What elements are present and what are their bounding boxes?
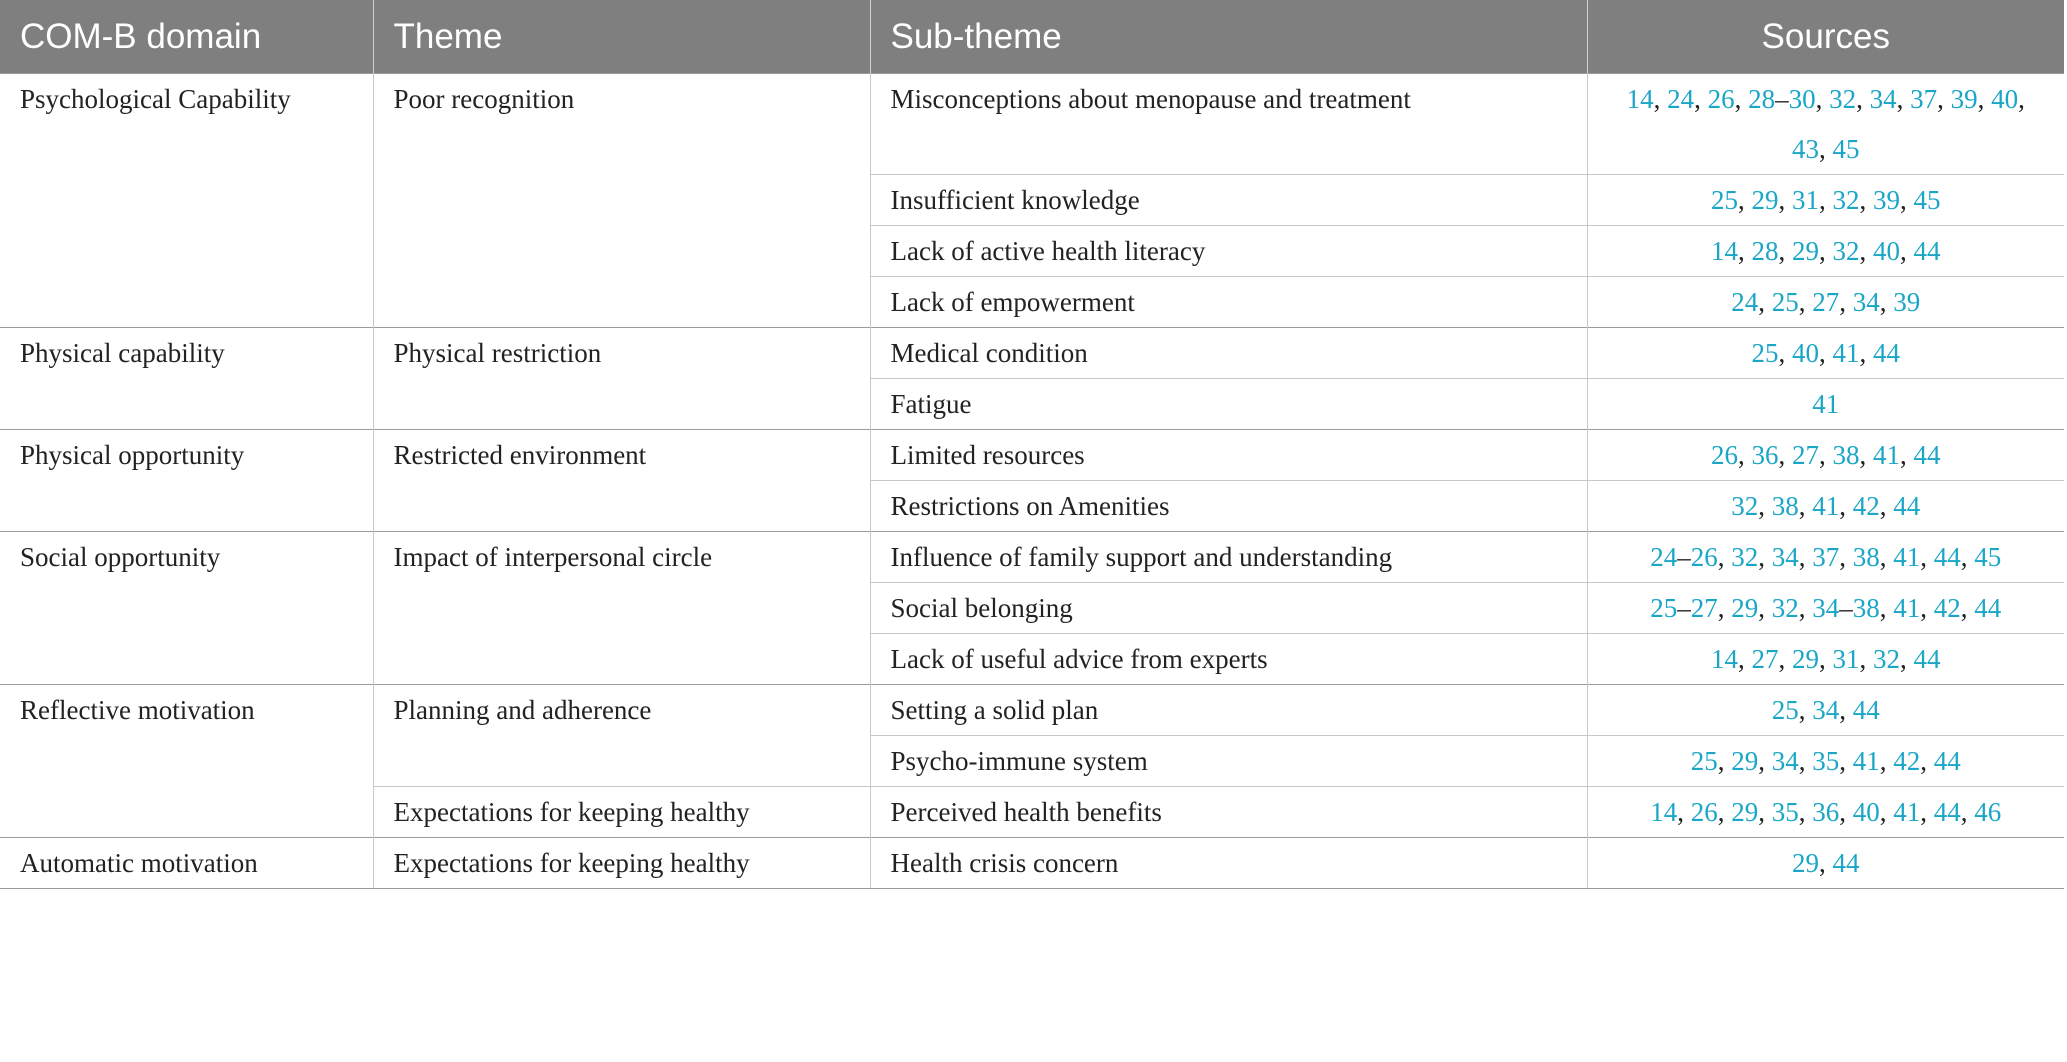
citation-link[interactable]: 14 [1711, 236, 1738, 266]
citation-separator: , [1758, 593, 1772, 623]
citation-separator: , [1798, 746, 1813, 776]
citation-link[interactable]: 34 [1852, 287, 1880, 317]
citation-separator: , [1758, 797, 1772, 827]
sub-theme-cell: Medical condition [870, 328, 1587, 379]
citation-link[interactable]: 24 [1667, 84, 1695, 114]
table-body [0, 74, 2064, 889]
citation-separator: , [1734, 84, 1749, 114]
citation-link[interactable]: 44 [1933, 746, 1961, 776]
theme-cell: Expectations for keeping healthy [373, 838, 870, 889]
citation-separator: , [1819, 236, 1833, 266]
citation-link[interactable]: 14 [1711, 644, 1738, 674]
citation-separator: , [1819, 338, 1833, 368]
citation-link[interactable]: 34 [1812, 593, 1840, 623]
citation-link[interactable]: 27 [1690, 593, 1718, 623]
citation-link[interactable]: 35 [1812, 746, 1840, 776]
citation-link[interactable]: 35 [1771, 797, 1799, 827]
citation-separator: , [1717, 542, 1732, 572]
citation-separator: , [1717, 797, 1732, 827]
citation-link[interactable]: 24 [1731, 287, 1759, 317]
sub-theme-cell: Restrictions on Amenities [870, 481, 1587, 532]
citation-separator: , [1717, 593, 1732, 623]
sub-theme-cell: Lack of useful advice from experts [870, 634, 1587, 685]
citation-separator: , [1879, 593, 1894, 623]
sub-theme-cell: Lack of active health literacy [870, 226, 1587, 277]
citation-link[interactable]: 36 [1751, 440, 1779, 470]
sources-cell [1587, 583, 2064, 634]
citation-link[interactable]: 40 [1792, 338, 1819, 368]
citation-link[interactable]: 46 [1974, 797, 2002, 827]
citation-link[interactable]: 29 [1792, 644, 1819, 674]
citation-link[interactable]: 27 [1792, 440, 1819, 470]
sub-theme-cell: Lack of empowerment [870, 277, 1587, 328]
citation-separator: , [1920, 797, 1934, 827]
citation-link[interactable]: 44 [1913, 644, 1941, 674]
citation-separator: , [1960, 797, 1975, 827]
sub-theme-cell: Limited resources [870, 430, 1587, 481]
citation-link[interactable]: 45 [1832, 134, 1860, 164]
citation-link[interactable]: 34 [1812, 695, 1840, 725]
citation-separator: , [1900, 440, 1914, 470]
citation-link[interactable]: 32 [1731, 542, 1759, 572]
citation-separator: , [1920, 542, 1934, 572]
citation-link[interactable]: 29 [1751, 185, 1779, 215]
citation-separator: , [1879, 746, 1894, 776]
citation-link[interactable]: 25 [1650, 593, 1678, 623]
citation-separator: , [1900, 185, 1914, 215]
sources-cell [1587, 175, 2064, 226]
citation-separator: , [1653, 84, 1668, 114]
citation-separator: , [1758, 287, 1772, 317]
sources-cell [1587, 277, 2064, 328]
citation-separator: , [1839, 287, 1853, 317]
citation-link[interactable]: 29 [1731, 746, 1759, 776]
citation-link[interactable]: 41 [1852, 746, 1880, 776]
sub-theme-cell: Social belonging [870, 583, 1587, 634]
citation-separator: – [1677, 542, 1691, 572]
sources-cell [1587, 226, 2064, 277]
citation-link[interactable]: 25 [1771, 695, 1799, 725]
sub-theme-cell: Insufficient knowledge [870, 175, 1587, 226]
citation-link[interactable]: 44 [1852, 695, 1880, 725]
citation-separator: , [1778, 644, 1792, 674]
citation-separator: , [1900, 236, 1914, 266]
theme-cell: Poor recognition [373, 74, 870, 328]
citation-link[interactable]: 44 [1933, 797, 1961, 827]
citation-separator: , [1900, 644, 1914, 674]
citation-link[interactable]: 32 [1832, 185, 1860, 215]
citation-link[interactable]: 38 [1771, 491, 1799, 521]
citation-link[interactable]: 34 [1869, 84, 1897, 114]
citation-separator: , [1758, 542, 1772, 572]
sources-cell [1587, 634, 2064, 685]
citation-separator: , [1778, 338, 1792, 368]
citation-link[interactable]: 25 [1771, 287, 1799, 317]
header-sub-theme: Sub-theme [870, 0, 1587, 74]
theme-cell: Restricted environment [373, 430, 870, 532]
sources-cell [1587, 481, 2064, 532]
citation-separator: , [1819, 440, 1833, 470]
header-row [0, 0, 2064, 74]
citation-separator: – [1677, 593, 1691, 623]
citation-link[interactable]: 34 [1771, 542, 1799, 572]
citation-separator: , [1859, 236, 1873, 266]
citation-link[interactable]: 32 [1771, 593, 1799, 623]
com-b-domain-cell: Physical capability [0, 328, 373, 430]
citation-separator: , [1879, 287, 1894, 317]
sources-cell [1587, 685, 2064, 736]
citation-link[interactable]: 32 [1873, 644, 1900, 674]
theme-cell: Impact of interpersonal circle [373, 532, 870, 685]
sources-cell [1587, 74, 2064, 175]
citation-separator: , [1738, 236, 1752, 266]
citation-link[interactable]: 29 [1792, 236, 1819, 266]
citation-link[interactable]: 41 [1812, 491, 1840, 521]
citation-separator: , [1920, 746, 1934, 776]
citation-link[interactable]: 25 [1751, 338, 1779, 368]
citation-link[interactable]: 42 [1852, 491, 1880, 521]
citation-link[interactable]: 44 [1913, 440, 1941, 470]
citation-link[interactable]: 42 [1933, 593, 1961, 623]
sources-cell [1587, 430, 2064, 481]
citation-link[interactable]: 38 [1852, 542, 1880, 572]
citation-separator: , [1694, 84, 1708, 114]
citation-separator: , [1839, 797, 1853, 827]
citation-link[interactable]: 28 [1748, 84, 1776, 114]
com-b-domain-cell: Physical opportunity [0, 430, 373, 532]
citation-link[interactable]: 26 [1711, 440, 1738, 470]
sources-cell [1587, 736, 2064, 787]
citation-separator: , [1859, 185, 1873, 215]
citation-link[interactable]: 40 [1991, 84, 2019, 114]
sources-cell [1587, 379, 2064, 430]
citation-link[interactable]: 29 [1731, 797, 1759, 827]
citation-link[interactable]: 36 [1812, 797, 1840, 827]
citation-link[interactable]: 37 [1812, 542, 1840, 572]
table-row [0, 532, 2064, 583]
citation-link[interactable]: 44 [1913, 236, 1941, 266]
citation-separator: , [1859, 440, 1873, 470]
citation-link[interactable]: 26 [1690, 797, 1718, 827]
citation-separator: , [1819, 185, 1833, 215]
citation-separator: , [1738, 644, 1752, 674]
citation-separator: , [1977, 84, 1992, 114]
citation-separator: , [1819, 848, 1833, 878]
citation-separator: – [1775, 84, 1789, 114]
citation-separator: , [1960, 593, 1975, 623]
citation-link[interactable]: 41 [1893, 797, 1921, 827]
citation-link[interactable]: 40 [1852, 797, 1880, 827]
citation-link[interactable]: 29 [1731, 593, 1759, 623]
citation-link[interactable]: 39 [1873, 185, 1900, 215]
citation-link[interactable]: 44 [1974, 593, 2002, 623]
citation-separator: , [1920, 593, 1934, 623]
citation-link[interactable]: 38 [1832, 440, 1860, 470]
citation-link[interactable]: 41 [1893, 593, 1921, 623]
citation-separator: , [1738, 440, 1752, 470]
citation-separator: , [1798, 593, 1813, 623]
citation-separator: , [1896, 84, 1911, 114]
citation-separator: , [2018, 84, 2025, 114]
citation-link[interactable]: 41 [1832, 338, 1860, 368]
table-row [0, 838, 2064, 889]
citation-separator: , [1879, 542, 1894, 572]
sub-theme-cell: Misconceptions about menopause and treatment [870, 74, 1587, 175]
sub-theme-cell: Psycho-immune system [870, 736, 1587, 787]
com-b-domain-cell: Reflective motivation [0, 685, 373, 838]
citation-link[interactable]: 30 [1788, 84, 1816, 114]
citation-separator: , [1879, 797, 1894, 827]
citation-link[interactable]: 14 [1626, 84, 1654, 114]
com-b-domain-cell: Automatic motivation [0, 838, 373, 889]
citation-link[interactable]: 26 [1707, 84, 1735, 114]
citation-link[interactable]: 41 [1873, 440, 1900, 470]
citation-separator: , [1798, 797, 1813, 827]
citation-link[interactable]: 38 [1852, 593, 1880, 623]
citation-link[interactable]: 42 [1893, 746, 1921, 776]
citation-separator: , [1738, 185, 1752, 215]
citation-link[interactable]: 41 [1812, 389, 1840, 419]
sources-cell [1587, 328, 2064, 379]
citation-link[interactable]: 26 [1690, 542, 1718, 572]
sources-cell [1587, 838, 2064, 889]
citation-link[interactable]: 28 [1751, 236, 1779, 266]
table-row [0, 328, 2064, 379]
citation-link[interactable]: 39 [1893, 287, 1921, 317]
citation-link[interactable]: 25 [1711, 185, 1738, 215]
citation-separator: – [1839, 593, 1853, 623]
citation-separator: , [1819, 644, 1833, 674]
citation-link[interactable]: 14 [1650, 797, 1678, 827]
citation-link[interactable]: 45 [1913, 185, 1941, 215]
citation-separator: , [1815, 84, 1830, 114]
citation-separator: , [1859, 338, 1873, 368]
citation-separator: , [1798, 491, 1813, 521]
citation-separator: , [1819, 134, 1833, 164]
sub-theme-cell: Setting a solid plan [870, 685, 1587, 736]
citation-link[interactable]: 31 [1832, 644, 1860, 674]
citation-separator: , [1859, 644, 1873, 674]
citation-separator: , [1798, 695, 1813, 725]
citation-separator: , [1778, 185, 1792, 215]
table-row [0, 685, 2064, 736]
citation-link[interactable]: 27 [1751, 644, 1779, 674]
theme-cell: Planning and adherence [373, 685, 870, 787]
citation-link[interactable]: 39 [1950, 84, 1978, 114]
citation-separator: , [1839, 491, 1853, 521]
citation-separator: , [1778, 236, 1792, 266]
citation-separator: , [1839, 542, 1853, 572]
table-row [0, 74, 2064, 175]
sources-cell [1587, 787, 2064, 838]
table-row [0, 430, 2064, 481]
citation-separator: , [1839, 695, 1853, 725]
sub-theme-cell: Fatigue [870, 379, 1587, 430]
citation-link[interactable]: 44 [1873, 338, 1900, 368]
theme-cell: Physical restriction [373, 328, 870, 430]
sub-theme-cell: Health crisis concern [870, 838, 1587, 889]
sources-cell [1587, 532, 2064, 583]
citation-link[interactable]: 37 [1910, 84, 1938, 114]
com-b-domain-cell: Social opportunity [0, 532, 373, 685]
citation-link[interactable]: 43 [1792, 134, 1819, 164]
citation-separator: , [1677, 797, 1691, 827]
citation-link[interactable]: 41 [1893, 542, 1921, 572]
citation-separator: , [1856, 84, 1870, 114]
citation-separator: , [1937, 84, 1951, 114]
citation-link[interactable]: 29 [1792, 848, 1819, 878]
citation-separator: , [1879, 491, 1894, 521]
citation-link[interactable]: 34 [1771, 746, 1799, 776]
theme-cell: Expectations for keeping healthy [373, 787, 870, 838]
citation-separator: , [1798, 542, 1813, 572]
citation-link[interactable]: 32 [1829, 84, 1857, 114]
citation-link[interactable]: 27 [1812, 287, 1840, 317]
citation-link[interactable]: 44 [1832, 848, 1860, 878]
citation-separator: , [1839, 746, 1853, 776]
citation-separator: , [1758, 746, 1772, 776]
sub-theme-cell: Influence of family support and understanding [870, 532, 1587, 583]
citation-separator: , [1798, 287, 1813, 317]
citation-separator: , [1778, 440, 1792, 470]
citation-link[interactable]: 25 [1690, 746, 1718, 776]
header-sources: Sources [1587, 0, 2064, 74]
citation-link[interactable]: 45 [1974, 542, 2002, 572]
citation-link[interactable]: 24 [1650, 542, 1678, 572]
header-theme: Theme [373, 0, 870, 74]
sub-theme-cell: Perceived health benefits [870, 787, 1587, 838]
citation-separator: , [1960, 542, 1975, 572]
citation-separator: , [1758, 491, 1772, 521]
header-com-b-domain: COM-B domain [0, 0, 373, 74]
citation-link[interactable]: 40 [1873, 236, 1900, 266]
citation-link[interactable]: 44 [1893, 491, 1921, 521]
citation-link[interactable]: 32 [1832, 236, 1860, 266]
citation-link[interactable]: 31 [1792, 185, 1819, 215]
citation-link[interactable]: 44 [1933, 542, 1961, 572]
com-b-domain-cell: Psychological Capability [0, 74, 373, 328]
citation-separator: , [1717, 746, 1732, 776]
citation-link[interactable]: 32 [1731, 491, 1759, 521]
